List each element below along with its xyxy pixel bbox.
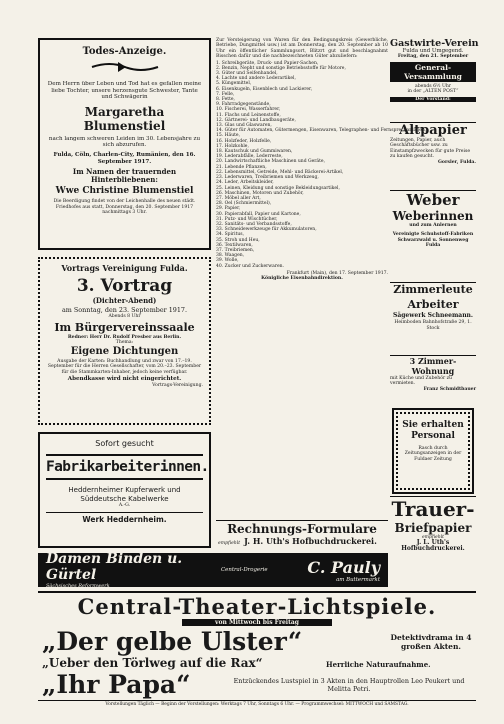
auction-item: 5. Küngemittel, bbox=[216, 81, 252, 87]
auction-item: 7. Felle, bbox=[216, 91, 235, 97]
trauer-firm: J. L. Uth's Hofbuchdruckerei. bbox=[401, 539, 465, 552]
binden-left-sub: Sächsisches Reformwerk bbox=[46, 583, 110, 589]
lecture-venue: Im Bürgervereinssaale bbox=[54, 321, 195, 334]
lecture-note: Ausgabe der Karten: Buchhandlung und zwar von 17.–19. September für die Herren Gesellschafter, vom 20.–23. September für die Stammkarten-Inhaber, jedoch keine verfügbar. bbox=[47, 358, 202, 375]
lecture-ad bbox=[38, 257, 211, 425]
mourner-name: Wwe Christine Blumenstiel bbox=[55, 186, 194, 197]
auction-item: 14. Güter für Automaten, Gütermengen, Eisenwaren, Telegraphen- und Fernsprechanlagen, bbox=[216, 128, 427, 134]
auction-item: 35. Stroh und Heu, bbox=[216, 237, 260, 243]
death-notice-title: Todes-Anzeige. bbox=[82, 46, 167, 57]
trauer-sub: empfiehlt bbox=[421, 535, 445, 540]
wohnung-title: 3 Zimmer-Wohnung bbox=[409, 356, 457, 376]
auction-item-list bbox=[216, 60, 427, 269]
auction-item: 33. Schneidewerkzeuge für Akkumulatoren, bbox=[216, 227, 317, 233]
gastwirte-bar: Der Vorstand: bbox=[390, 97, 476, 102]
death-notice-place: Fulda, Cöln, Charlen-City, Rumänien, den 16. September 1917. bbox=[53, 151, 196, 165]
auction-item: 32. Sanitäts- und Verbandsstoffe, bbox=[216, 221, 292, 227]
weber-ad bbox=[390, 190, 476, 278]
gastwirte-event: General-Versammlung bbox=[390, 62, 476, 82]
zimmerleute-detail: Heimboden Bahnhofstraße 29, 1. Stock bbox=[394, 320, 472, 331]
cinema-footer: Vorstellungen Täglich — Beginn der Vorstellungen: Werktags 7 Uhr, Sonntags 6 Uhr. — Programmwechsel: MITTWOCH und SAMSTAG. bbox=[38, 700, 476, 707]
auction-item: 30. Papierabfall, Papier und Kartone, bbox=[216, 211, 301, 217]
auction-item: 17. Holzkohle, bbox=[216, 143, 249, 149]
zimmerleute-firm: Sägewerk Schneemann. bbox=[392, 312, 474, 319]
auction-item: 38. Waagen, bbox=[216, 253, 245, 259]
factory-ad bbox=[38, 432, 211, 548]
auction-item: 23. Lederwaren, Treibriemen und Werkzeug, bbox=[216, 175, 319, 181]
binden-banner bbox=[38, 553, 388, 587]
factory-company-sub: A.-G. bbox=[118, 503, 131, 508]
lecture-theme-label: Thema: bbox=[115, 340, 134, 346]
mourners-label: Im Namen der trauernden Hinterbliebenen: bbox=[72, 167, 177, 185]
death-notice-intro: Dem Herrn über Leben und Tod hat es gefallen meine liebe Tochter, unsere herzensgute Schwester, Tante und Schwägerin bbox=[47, 81, 202, 101]
film1-note: Detektivdrama in 4 großen Akten. bbox=[390, 632, 472, 651]
gastwirte-date: Freitag, den 21. September bbox=[397, 54, 469, 60]
auction-item: 21. Lebende Pflanzen, bbox=[216, 164, 267, 170]
weber-company: Vereinigte Schuhstoff-Fabriken Schwarzwald u. Sonnenweg Fulda bbox=[392, 232, 474, 249]
wohnung-ad bbox=[390, 355, 476, 405]
cinema-title: Central-Theater-Lichtspiele. bbox=[77, 594, 437, 619]
auction-intro: Zur Versteigerung von Waren für den Bedingungskreis (Gewerbliche, Betriebe, Dungmittel usw.) ist am Donnerstag, den 20. September ab 10 Uhr ein öffentlicher Sammlungsort, Blitzrt gut und beschlagnahmt Bisschen dafür und die nachbezeichneten Güter abzuliefern: bbox=[216, 38, 388, 60]
lecture-signature: Vortrags-Vereinigung. bbox=[152, 383, 203, 389]
auction-item: 16. Holzfeder, Holzfelle, bbox=[216, 138, 272, 144]
auction-signature: Königliche Eisenbahndirektion. bbox=[261, 276, 343, 282]
zimmerleute-sub: Arbeiter bbox=[407, 298, 459, 311]
gastwirte-title: Gastwirte-Verein bbox=[390, 38, 479, 49]
gastwirte-ad bbox=[390, 38, 479, 118]
auction-item: 26. Maschinen, Motoren und Zubehör, bbox=[216, 190, 304, 196]
lecture-title: 3. Vortrag bbox=[76, 276, 173, 296]
binden-mid: Central-Drogerie bbox=[221, 567, 268, 573]
film1-title: „Der gelbe Ulster“ bbox=[42, 627, 303, 656]
wohnung-signer: Franz Schmidtbauer bbox=[423, 386, 476, 392]
auction-item: 29. Papier, bbox=[216, 206, 241, 212]
altpapier-text: Zeitungen, Papier, auch Geschäftsbücher usw. zu Einstampfzwecken für gute Preise zu kaufen gesucht. bbox=[390, 138, 471, 160]
cinema-sub: von Mittwoch bis Freitag bbox=[182, 619, 332, 626]
altpapier-ad bbox=[390, 122, 476, 168]
auction-item: 37. Treibriemen, bbox=[216, 247, 255, 253]
funeral-info: Die Beerdigung findet von der Leichenhalle des neuen städt. Friedhofes aus statt, Donnerstag, den 20. September 1917 nachmittags 3 Uhr. bbox=[53, 199, 196, 215]
film3-note: Entzückendes Lustspiel in 3 Akten in den Hauptrollen Leo Peukert und Melitta Petri. bbox=[233, 676, 465, 693]
lecture-subtitle: (Dichter-Abend) bbox=[92, 296, 157, 305]
auction-item: 19. Lederabfälle, Lederreste, bbox=[216, 154, 283, 160]
altpapier-signer: Gorsler, Fulda. bbox=[438, 159, 476, 165]
auction-item: 25. Leinen, Kleidung und sonstige Bekleidungsartikel, bbox=[216, 185, 340, 191]
weber-extra: und zum Anlernen bbox=[409, 223, 457, 228]
auction-item: 28. Oel (Schmiermittel), bbox=[216, 201, 272, 207]
personal-title: Sie erhalten Personal bbox=[402, 420, 464, 441]
rechnungs-firm: J. H. Uth's Hofbuchdruckerei. bbox=[244, 536, 377, 546]
lecture-date: am Sonntag, den 23. September 1917. bbox=[61, 306, 188, 314]
auction-item: 40. Zucker und Zuckerwaren. bbox=[216, 263, 284, 269]
auction-item: 2. Benzin, Nepht und sonstige Betriebsstoffe für Motore, bbox=[216, 65, 346, 71]
rechnungs-pre: empfiehlt bbox=[218, 541, 241, 546]
auction-item: 8. Fette, bbox=[216, 97, 235, 103]
weber-sub: Weberinnen bbox=[392, 209, 474, 223]
auction-item: 13. Glas und Glaswaren, bbox=[216, 123, 272, 129]
lecture-time: Abends 8 Uhr bbox=[108, 313, 141, 319]
death-notice-detail: nach langem schweren Leiden im 30. Lebensjahre zu sich abzurufen. bbox=[48, 135, 201, 149]
binden-left: Damen Binden u. Gürtel bbox=[46, 551, 183, 583]
auction-item: 31. Putz- und Wischtücher, bbox=[216, 216, 278, 222]
auction-item: 24. Leder, Arbeitskleider, bbox=[216, 180, 274, 186]
rechnungs-title: Rechnungs-Formulare bbox=[227, 522, 377, 536]
auction-item: 9. Fahrradgegenstände, bbox=[216, 102, 271, 108]
auction-item: 1. Schreibgeräte, Druck- und Papier-Sachen, bbox=[216, 60, 319, 66]
lecture-speaker: Redner: Herr Dr. Rudolf Presber aus Berlin. bbox=[67, 335, 182, 340]
trauer-title2: Briefpapier bbox=[394, 521, 472, 535]
lecture-closing: Abendkasse wird nicht eingerichtet. bbox=[67, 376, 182, 383]
deceased-name: Margaretha Blumenstiel bbox=[83, 104, 166, 133]
zimmerleute-title: Zimmerleute bbox=[393, 283, 473, 296]
lecture-header: Vortrags Vereinigung Fulda. bbox=[61, 263, 188, 273]
gastwirte-sub: Fulda und Umgegend. bbox=[402, 48, 464, 54]
film2-note: Herrliche Naturaufnahme. bbox=[326, 660, 431, 669]
film2-title: „Ueber den Törlweg auf die Rax“ bbox=[42, 656, 263, 670]
altpapier-title: Altpapier bbox=[399, 123, 467, 138]
trauer-title: Trauer- bbox=[391, 497, 475, 521]
auction-item: 12. Gärtnerei- und Landbaugeräte, bbox=[216, 117, 296, 123]
auction-item: 18. Kautschuk und Gummiwaren, bbox=[216, 149, 293, 155]
auction-item: 6. Eisenkugeln, Eisenblech und Lackierer, bbox=[216, 86, 313, 92]
binden-right-sub: am Buttermarkt bbox=[336, 576, 380, 583]
factory-location: Werk Heddernheim. bbox=[46, 512, 203, 524]
auction-item: 20. Landwirtschaftliche Maschinen und Geräte, bbox=[216, 159, 326, 165]
gastwirte-venue: in der „ALTEN POST“ bbox=[407, 89, 459, 95]
auction-item: 3. Güter und Seifenhandel, bbox=[216, 71, 278, 77]
auction-item: 36. Textilwaren, bbox=[216, 242, 253, 248]
auction-item: 27. Möbel aller Art, bbox=[216, 195, 261, 201]
trauer-ad bbox=[390, 496, 476, 590]
wohnung-text: mit Küche und Zubehör zu vermieten. bbox=[390, 376, 453, 387]
auction-item: 15. Häute, bbox=[216, 133, 240, 139]
factory-pre: Sofort gesucht bbox=[95, 439, 154, 448]
auction-footer: Frankfurt (Main), den 17. September 1917. bbox=[286, 270, 388, 276]
factory-title: Fabrikarbeiterinnen. bbox=[46, 454, 203, 480]
factory-company: Heddernheimer Kupferwerk und Süddeutsche Kabelwerke bbox=[68, 486, 181, 503]
gastwirte-time: abends 6½ Uhr bbox=[415, 83, 451, 89]
auction-item: 10. Fischerei, Wasserfahrer, bbox=[216, 107, 281, 113]
auction-item: 22. Lebensmittel, Getreide, Mehl- und Bäckerei-Artikel, bbox=[216, 169, 344, 175]
lecture-theme: Eigene Dichtungen bbox=[70, 345, 179, 357]
death-notice bbox=[38, 38, 211, 250]
cross-icon bbox=[46, 59, 203, 78]
binden-right: C. Pauly bbox=[307, 557, 380, 577]
auction-item: 11. Flachs und Leinenstoffe, bbox=[216, 112, 281, 118]
cinema-ad bbox=[38, 591, 476, 719]
personal-text: Rasch durch Zeitungsanzeigen in der Fuldaer Zeitung bbox=[404, 446, 462, 462]
film3-title: „Ihr Papa“ bbox=[42, 670, 191, 699]
personal-ad bbox=[392, 408, 474, 494]
rechnungs-ad bbox=[216, 520, 388, 552]
auction-item: 4. Lachte und andere Lederartikel, bbox=[216, 76, 296, 82]
weber-title: Weber bbox=[406, 191, 460, 209]
auction-item: 34. Spiritus, bbox=[216, 232, 245, 238]
auction-item: 39. Wolle, bbox=[216, 258, 239, 264]
